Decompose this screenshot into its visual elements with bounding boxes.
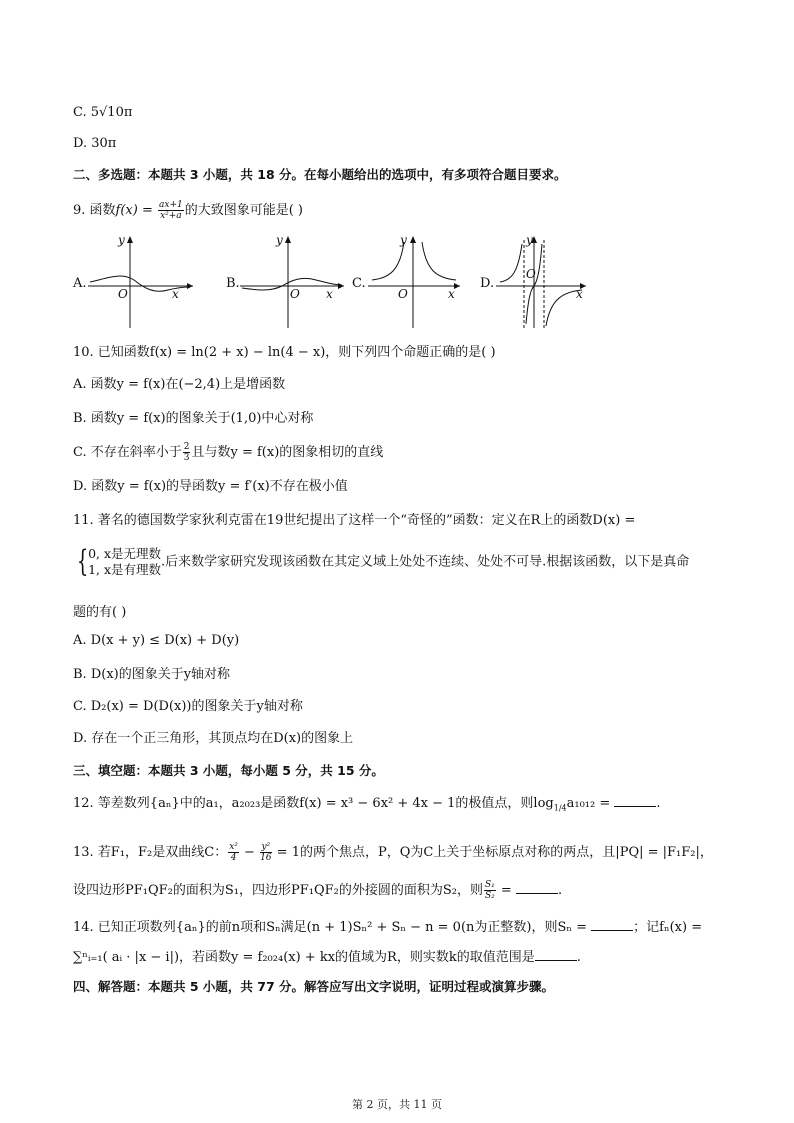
q9-fraction — [158, 200, 184, 221]
q11-case-irrational: 0, x是无理数 — [88, 546, 162, 561]
q9-function: f(x) = — [115, 203, 157, 218]
q14-text: 14. 已知正项数列{aₙ}的前n项和Sₙ满足(n + 1)Sₙ² + Sₙ − n = 0(n为正整数)，则Sₙ = — [73, 920, 592, 935]
section-solution-heading: 四、解答题：本题共 5 小题，共 77 分。解答应写出文字说明，证明过程或演算步骤。 — [73, 979, 555, 994]
q9-prefix: 9. 函数 — [73, 203, 116, 218]
q13-suffix: = 1的两个焦点，P，Q为C上关于坐标原点对称的两点，且|PQ| = |F₁F₂|， — [272, 845, 713, 860]
graph-c — [368, 232, 468, 328]
q12-log-base: 1/4 — [553, 803, 567, 813]
q9-denominator: x²+a — [160, 211, 182, 221]
q11-case-rational: 1, x是有理数 — [88, 562, 162, 577]
graph-b — [240, 232, 350, 328]
q11-continuation: .后来数学家研究发现该函数在其定义域上处处不连续、处处不可导.根据该函数，以下是真命 — [161, 554, 690, 570]
q13-fraction-2 — [260, 842, 271, 863]
q12-suffix: a₁₀₁₂ = — [566, 796, 615, 811]
graph-c-x-label: x — [448, 287, 455, 301]
graph-c-origin-label: O — [398, 287, 408, 301]
graph-a-y-label: y — [118, 233, 125, 247]
section-fill-in-heading: 三、填空题：本题共 3 小题，每小题 5 分，共 15 分。 — [73, 763, 384, 778]
q10-c-fraction — [183, 442, 191, 463]
q10-c-prefix: C. 不存在斜率小于 — [73, 445, 182, 460]
q10-option-a: A. 函数y = f(x)在(−2,4)上是增函数 — [73, 377, 286, 392]
question-13-line-2 — [73, 880, 562, 901]
q10-c-suffix: 且与数y = f(x)的图象相切的直线 — [191, 445, 384, 460]
graph-option-b-label: B. — [226, 276, 240, 291]
q13-ratio — [484, 880, 496, 901]
graph-d-y-label: y — [526, 233, 533, 247]
q13-line2-text: 设四边形PF₁QF₂的面积为S₁，四边形PF₁QF₂的外接圆的面积为S₂，则 — [73, 883, 483, 898]
graph-b-origin-label: O — [290, 287, 300, 301]
question-11: 11. 著名的德国数学家狄利克雷在19世纪提出了这样一个“奇怪的”函数：定义在R上的函数D(x) = — [73, 513, 636, 528]
q14-answer-blank-1[interactable] — [591, 918, 633, 931]
graph-option-c-label: C. — [352, 276, 366, 291]
option-c-q8: C. 5√10π — [73, 105, 133, 120]
question-10: 10. 已知函数f(x) = ln(2 + x) − ln(4 − x)，则下列四个命题正确的是( ) — [73, 345, 496, 360]
graph-a-x-label: x — [172, 287, 179, 301]
q13-answer-blank[interactable] — [516, 881, 558, 894]
q13-frac2-num: y² — [261, 842, 271, 852]
q13-prefix: 13. 若F₁，F₂是双曲线C： — [73, 845, 228, 860]
q11-cases — [88, 546, 161, 578]
q13-frac1-num: x² — [229, 842, 238, 852]
q14-mid: ；记fₙ(x) = — [633, 920, 703, 935]
graph-option-d-label: D. — [480, 276, 495, 291]
question-13 — [73, 842, 713, 863]
q11-option-d: D. 存在一个正三角形，其顶点均在D(x)的图象上 — [73, 731, 354, 746]
q10-c-numerator: 2 — [183, 442, 190, 452]
q12-answer-blank[interactable] — [614, 794, 656, 807]
graph-b-y-label: y — [276, 233, 283, 247]
q13-frac2-den: 16 — [260, 853, 272, 863]
q10-option-b: B. 函数y = f(x)的图象关于(1,0)中心对称 — [73, 411, 314, 426]
section-multiple-choice-heading: 二、多选题：本题共 3 小题，共 18 分。在每小题给出的选项中，有多项符合题目要求。 — [73, 167, 567, 182]
graph-d-x-label: x — [576, 287, 583, 301]
q11-end: 题的有( ) — [73, 605, 127, 620]
q13-period: . — [557, 883, 563, 898]
graph-c-y-label: y — [400, 233, 407, 247]
page-footer: 第 2 页，共 11 页 — [352, 1098, 442, 1111]
q10-option-c — [73, 442, 383, 463]
q11-piecewise-line — [73, 546, 689, 579]
q13-minus: − — [239, 845, 260, 860]
question-14 — [73, 918, 702, 937]
graph-d-origin-label: O — [526, 267, 536, 281]
q11-option-b: B. D(x)的图象关于y轴对称 — [73, 667, 231, 682]
q11-option-a: A. D(x + y) ≤ D(x) + D(y) — [73, 633, 240, 648]
option-d-q8: D. 30π — [73, 136, 117, 151]
q13-eq: = — [496, 883, 516, 898]
q14-line2-text: ∑ⁿᵢ₌₁( aᵢ · |x − i|)，若函数y = f₂₀₂₄(x) + kx的值域为R，则实数k的取值范围是 — [73, 950, 535, 965]
q10-c-denominator: 3 — [183, 453, 190, 463]
q12-text: 12. 等差数列{aₙ}中的a₁，a₂₀₂₃是函数f(x) = x³ − 6x² + 4x − 1的极值点，则log — [73, 796, 554, 811]
q13-ratio-num: S₁ — [484, 880, 495, 890]
q11-brace: { — [76, 544, 89, 579]
question-14-line-2 — [73, 948, 581, 967]
graph-b-x-label: x — [326, 287, 333, 301]
q13-fraction-1 — [228, 842, 239, 863]
q9-suffix: 的大致图象可能是( ) — [184, 203, 303, 218]
graph-option-a-label: A. — [73, 276, 87, 291]
q11-option-c: C. D₂(x) = D(D(x))的图象关于y轴对称 — [73, 699, 303, 714]
question-12 — [73, 794, 661, 818]
q10-option-d: D. 函数y = f(x)的导函数y = f′(x)不存在极小值 — [73, 479, 348, 494]
q13-ratio-den: S₂ — [484, 891, 495, 901]
graph-a-origin-label: O — [118, 287, 128, 301]
question-9 — [73, 200, 303, 221]
graph-d — [496, 232, 592, 328]
graph-a — [88, 232, 198, 328]
q9-numerator: ax+1 — [159, 200, 183, 210]
q14-answer-blank-2[interactable] — [535, 948, 577, 961]
q12-period: . — [656, 796, 661, 811]
q13-frac1-den: 4 — [230, 853, 237, 863]
q14-period: . — [576, 950, 581, 965]
